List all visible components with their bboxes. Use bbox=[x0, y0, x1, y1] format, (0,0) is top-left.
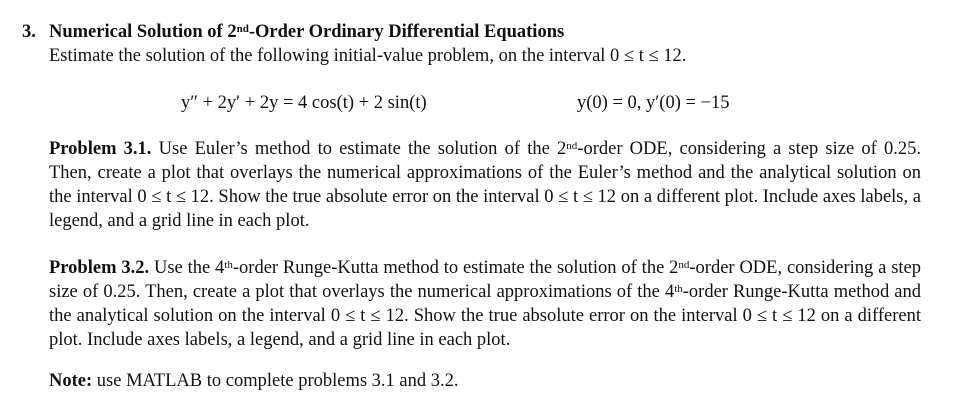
section-title-part-1: Numerical Solution of 2 bbox=[49, 22, 237, 42]
problem-3-2-text-d: -order Runge-Kutta method and the analytical solution on the interval 0 ≤ t ≤ 12. Show the true absolute error on the interval 0 ≤ t ≤ 12 on a different plot. Include axes labels, a legend, and a grid line in each plot. bbox=[49, 282, 921, 350]
initial-conditions: y(0) = 0, y′(0) = −15 bbox=[577, 93, 730, 113]
note bbox=[49, 369, 459, 393]
problem-3-2-text-b: -order Runge-Kutta method to estimate the solution of the 2 bbox=[232, 258, 679, 278]
section-title-part-2: -Order Ordinary Differential Equations bbox=[248, 22, 565, 42]
problem-3-1-text-a: Use Euler’s method to estimate the solution of the 2 bbox=[151, 139, 567, 159]
note-label: Note: bbox=[49, 371, 93, 391]
problem-3-1-sup-a: nd bbox=[566, 140, 578, 152]
problem-3-2-sup-c: th bbox=[674, 283, 683, 295]
problem-3-1 bbox=[49, 137, 921, 233]
differential-equation: y″ + 2y′ + 2y = 4 cos(t) + 2 sin(t) bbox=[181, 93, 427, 113]
section-heading bbox=[22, 20, 564, 44]
problem-3-2-sup-b: nd bbox=[678, 259, 690, 271]
problem-3-2-text-c: -order ODE, considering a step size of 0.25. Then, create a plot that overlays the numerical approximations of the 4 bbox=[49, 258, 921, 302]
section-number: 3. bbox=[22, 22, 36, 42]
note-text: use MATLAB to complete problems 3.1 and 3.2. bbox=[92, 371, 459, 391]
problem-3-1-text-b: -order ODE, considering a step size of 0.25. Then, create a plot that overlays the numerical approximations of the Euler’s method and the analytical solution on the interval 0 ≤ t ≤ 12. Show the true absolute error on the interval 0 ≤ t ≤ 12 on a different plot. Include axes labels, a legend, and a grid line in each plot. bbox=[49, 139, 921, 231]
problem-3-1-label: Problem 3.1. bbox=[49, 139, 152, 159]
intro-text: Estimate the solution of the following initial-value problem, on the interval 0 ≤ t ≤ 12. bbox=[49, 46, 687, 66]
problem-3-2-text-a: Use the 4 bbox=[149, 258, 225, 278]
problem-3-2-label: Problem 3.2. bbox=[49, 258, 150, 278]
problem-3-2 bbox=[49, 256, 921, 352]
problem-3-2-sup-a: th bbox=[224, 259, 233, 271]
section-title-superscript: nd bbox=[236, 23, 249, 35]
